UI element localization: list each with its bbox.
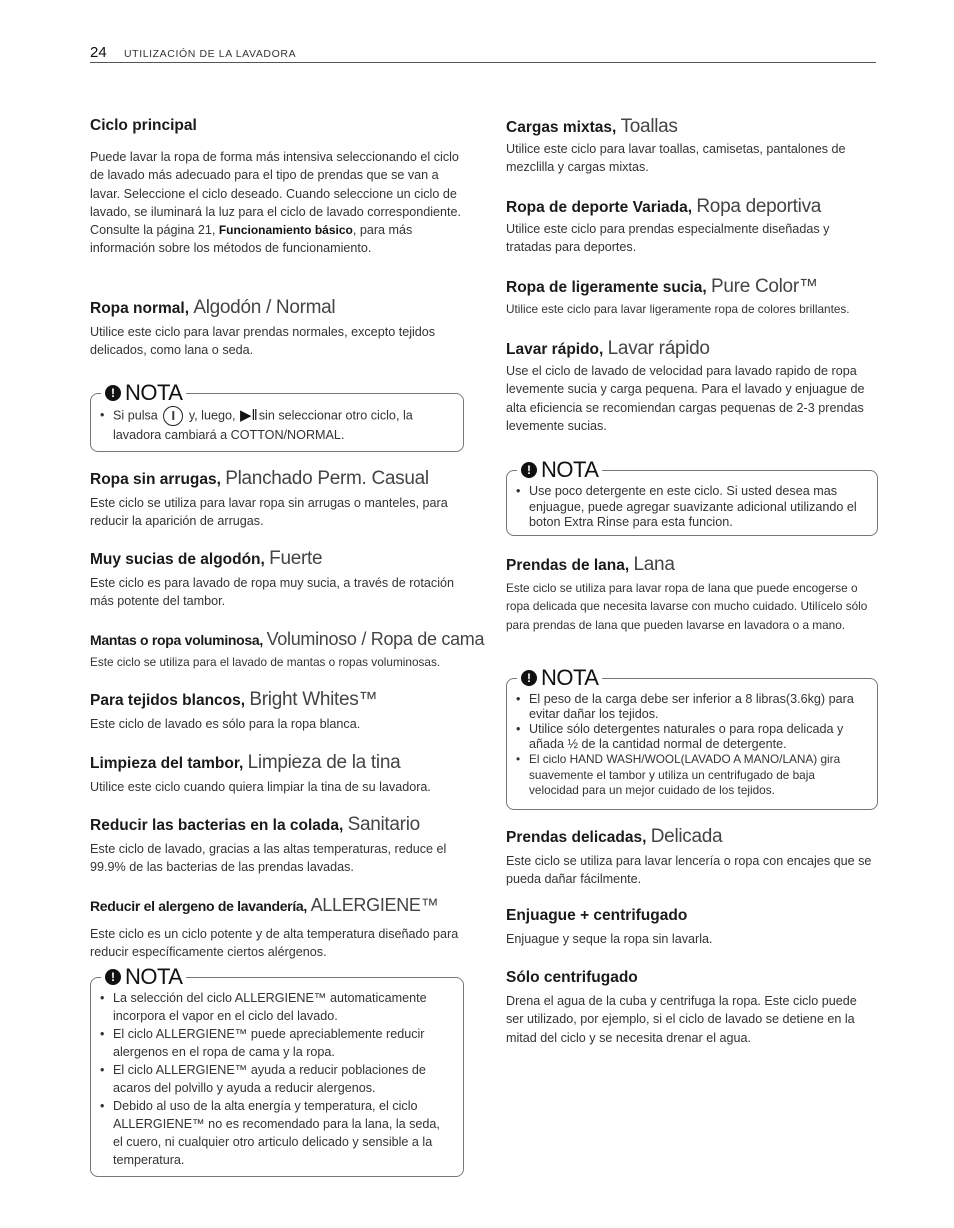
section-title: Prendas delicadas, Delicada [506, 826, 723, 847]
warning-icon: ! [521, 670, 537, 686]
section-title: Enjuague + centrifugado [506, 907, 688, 924]
section-prendas-delicadas [506, 826, 876, 889]
section-prendas-lana [506, 554, 876, 634]
section-ligeramente-sucia [506, 276, 876, 318]
section-bacterias [90, 814, 462, 877]
running-head: UTILIZACIÓN DE LA LAVADORA [124, 48, 297, 60]
section-body: Este ciclo de lavado, gracias a las altas temperaturas, reduce el 99.9% de las bacterias de las prendas lavadas. [90, 842, 447, 875]
section-solo-centrifugado [506, 967, 876, 1047]
section-body: Este ciclo se utiliza para el lavado de mantas o ropas voluminosas. [90, 655, 441, 669]
nota-header: ! NOTA [101, 380, 186, 406]
section-body: Este ciclo se utiliza para lavar ropa sin arrugas o manteles, para reducir la aparición de arrugas. [90, 496, 448, 529]
nota-item: • El ciclo ALLERGIENE™ ayuda a reducir poblaciones de acaros del polvillo y ayuda a reducir alergenos. [113, 1061, 451, 1097]
nota-item: • Debido al uso de la alta energía y temperatura, el ciclo ALLERGIENE™ no es recomendado para la lana, la seda, el cuero, ni cualquier otro articulo delicado y sensible a la temperatura. [113, 1097, 451, 1169]
warning-icon: ! [105, 385, 121, 401]
section-body: Este ciclo de lavado es sólo para la ropa blanca. [90, 717, 361, 731]
section-body: Enjuague y seque la ropa sin lavarla. [506, 932, 713, 946]
nota-header: ! NOTA [517, 457, 602, 483]
section-body: Utilice este ciclo para lavar toallas, camisetas, pantalones de mezclilla y cargas mixtas. [506, 142, 846, 175]
nota-item: • Use poco detergente en este ciclo. Si usted desea mas enjuague, puede agregar suavizante adicional utilizando el boton Extra Rinse para esta funcion. [529, 484, 865, 531]
section-body: Este ciclo se utiliza para lavar ropa de lana que puede encogerse o ropa delicada que necesita lavarse con mucho cuidado. Utilícelo sólo para prendas de lana que pueden lavarse en lavadora o a mano. [506, 581, 868, 632]
section-body: Drena el agua de la cuba y centrifuga la ropa. Este ciclo puede ser utilizado, por ejemplo, si el ciclo de lavado se detiene en la mitad del ciclo y se necesita drenar el agua. [506, 994, 857, 1045]
section-body: Este ciclo se utiliza para lavar lencería o ropa con encajes que se pueda dañar fácilmente. [506, 854, 872, 887]
nota-header: ! NOTA [101, 964, 186, 990]
nota-box-3 [506, 457, 878, 536]
section-title: Ropa sin arrugas, Planchado Perm. Casual [90, 468, 429, 489]
warning-icon: ! [521, 462, 537, 478]
warning-icon: ! [105, 969, 121, 985]
section-ropa-sin-arrugas [90, 468, 462, 531]
section-body: Puede lavar la ropa de forma más intensiva seleccionando el ciclo de lavado más adecuado para el tipo de prendas que se van a lavar. Seleccione el ciclo deseado. Cuando seleccione un ciclo de lavado, se iluminará la luz para el ciclo de lavado correspondiente. Consulte la página 21, Funcionamiento básico, para más información sobre los métodos de funcionamiento. [90, 150, 462, 256]
section-tejidos-blancos [90, 689, 462, 733]
section-title: Mantas o ropa voluminosa, Voluminoso / Ropa de cama [90, 629, 485, 649]
section-body: Este ciclo es un ciclo potente y de alta temperatura diseñado para reducir específicamente ciertos alérgenos. [90, 927, 459, 960]
section-cargas-mixtas [506, 116, 876, 177]
page-header [90, 44, 876, 63]
section-title: Ciclo principal [90, 117, 197, 134]
start-pause-icon: ▶‖ [240, 407, 258, 424]
section-limpieza-tambor [90, 752, 462, 796]
nota-item: • El ciclo HAND WASH/WOOL(LAVADO A MANO/LANA) gira suavemente el tambor y utiliza un centrifugado de baja velocidad para un mejor cuidado de los tejidos. [529, 752, 865, 799]
nota-item: • Utilice sólo detergentes naturales o para ropa delicada y añada ½ de la cantidad normal de detergente. [529, 722, 865, 752]
section-title: Reducir las bacterias en la colada, Sanitario [90, 814, 420, 835]
section-title: Para tejidos blancos, Bright Whites™ [90, 689, 378, 710]
section-title: Reducir el alergeno de lavandería, ALLERGIENE™ [90, 895, 439, 915]
section-title: Ropa normal, Algodón / Normal [90, 297, 336, 318]
nota-item: • El ciclo ALLERGIENE™ puede apreciablemente reducir alergenos en el ropa de cama y la ropa. [113, 1025, 451, 1061]
power-button-icon: I [163, 406, 183, 426]
section-ropa-deporte [506, 196, 876, 257]
section-body: Este ciclo es para lavado de ropa muy sucia, a través de rotación más potente del tambor. [90, 576, 455, 609]
section-body: Utilice este ciclo cuando quiera limpiar la tina de su lavadora. [90, 780, 431, 794]
section-mantas [90, 628, 485, 671]
nota-header: ! NOTA [517, 665, 602, 691]
section-title: Cargas mixtas, Toallas [506, 116, 678, 137]
section-title: Ropa de deporte Variada, Ropa deportiva [506, 196, 822, 217]
nota-box-2 [90, 964, 464, 1177]
section-body: Utilice este ciclo para lavar ligeramente ropa de colores brillantes. [506, 302, 850, 316]
link-funcionamiento-basico[interactable]: Funcionamiento básico [218, 223, 353, 238]
section-title: Ropa de ligeramente sucia, Pure Color™ [506, 276, 818, 297]
section-ropa-normal [90, 297, 462, 360]
nota-item: • El peso de la carga debe ser inferior a 8 libras(3.6kg) para evitar dañar los tejidos. [529, 692, 865, 722]
nota-box-1 [90, 380, 464, 452]
section-alergeno [90, 894, 462, 962]
section-title: Limpieza del tambor, Limpieza de la tina [90, 752, 401, 773]
section-ciclo-principal [90, 115, 462, 258]
section-title: Sólo centrifugado [506, 969, 638, 986]
section-muy-sucias [90, 548, 462, 611]
section-enjuague-centrifugado [506, 905, 876, 948]
nota-item: • La selección del ciclo ALLERGIENE™ automaticamente incorpora el vapor en el ciclo del lavado. [113, 989, 451, 1025]
section-lavar-rapido [506, 338, 876, 435]
nota-item: • Si pulsa I y, luego, ▶‖sin seleccionar otro ciclo, la lavadora cambiará a COTTON/NORMAL. [113, 406, 451, 444]
nota-box-4 [506, 665, 878, 810]
section-body: Utilice este ciclo para lavar prendas normales, excepto tejidos delicados, como lana o seda. [90, 325, 436, 358]
section-body: Utilice este ciclo para prendas especialmente diseñadas y tratadas para deportes. [506, 222, 830, 255]
section-title: Prendas de lana, Lana [506, 554, 675, 575]
section-body: Use el ciclo de lavado de velocidad para lavado rapido de ropa levemente sucia y carga pequena. Para el lavado y enjuague de alta eficiencia se recomiendan cargas pequenas de 2-3 prendas levemente sucias. [506, 364, 865, 433]
section-title: Lavar rápido, Lavar rápido [506, 338, 710, 359]
section-title: Muy sucias de algodón, Fuerte [90, 548, 323, 569]
page-number: 24 [90, 44, 107, 61]
